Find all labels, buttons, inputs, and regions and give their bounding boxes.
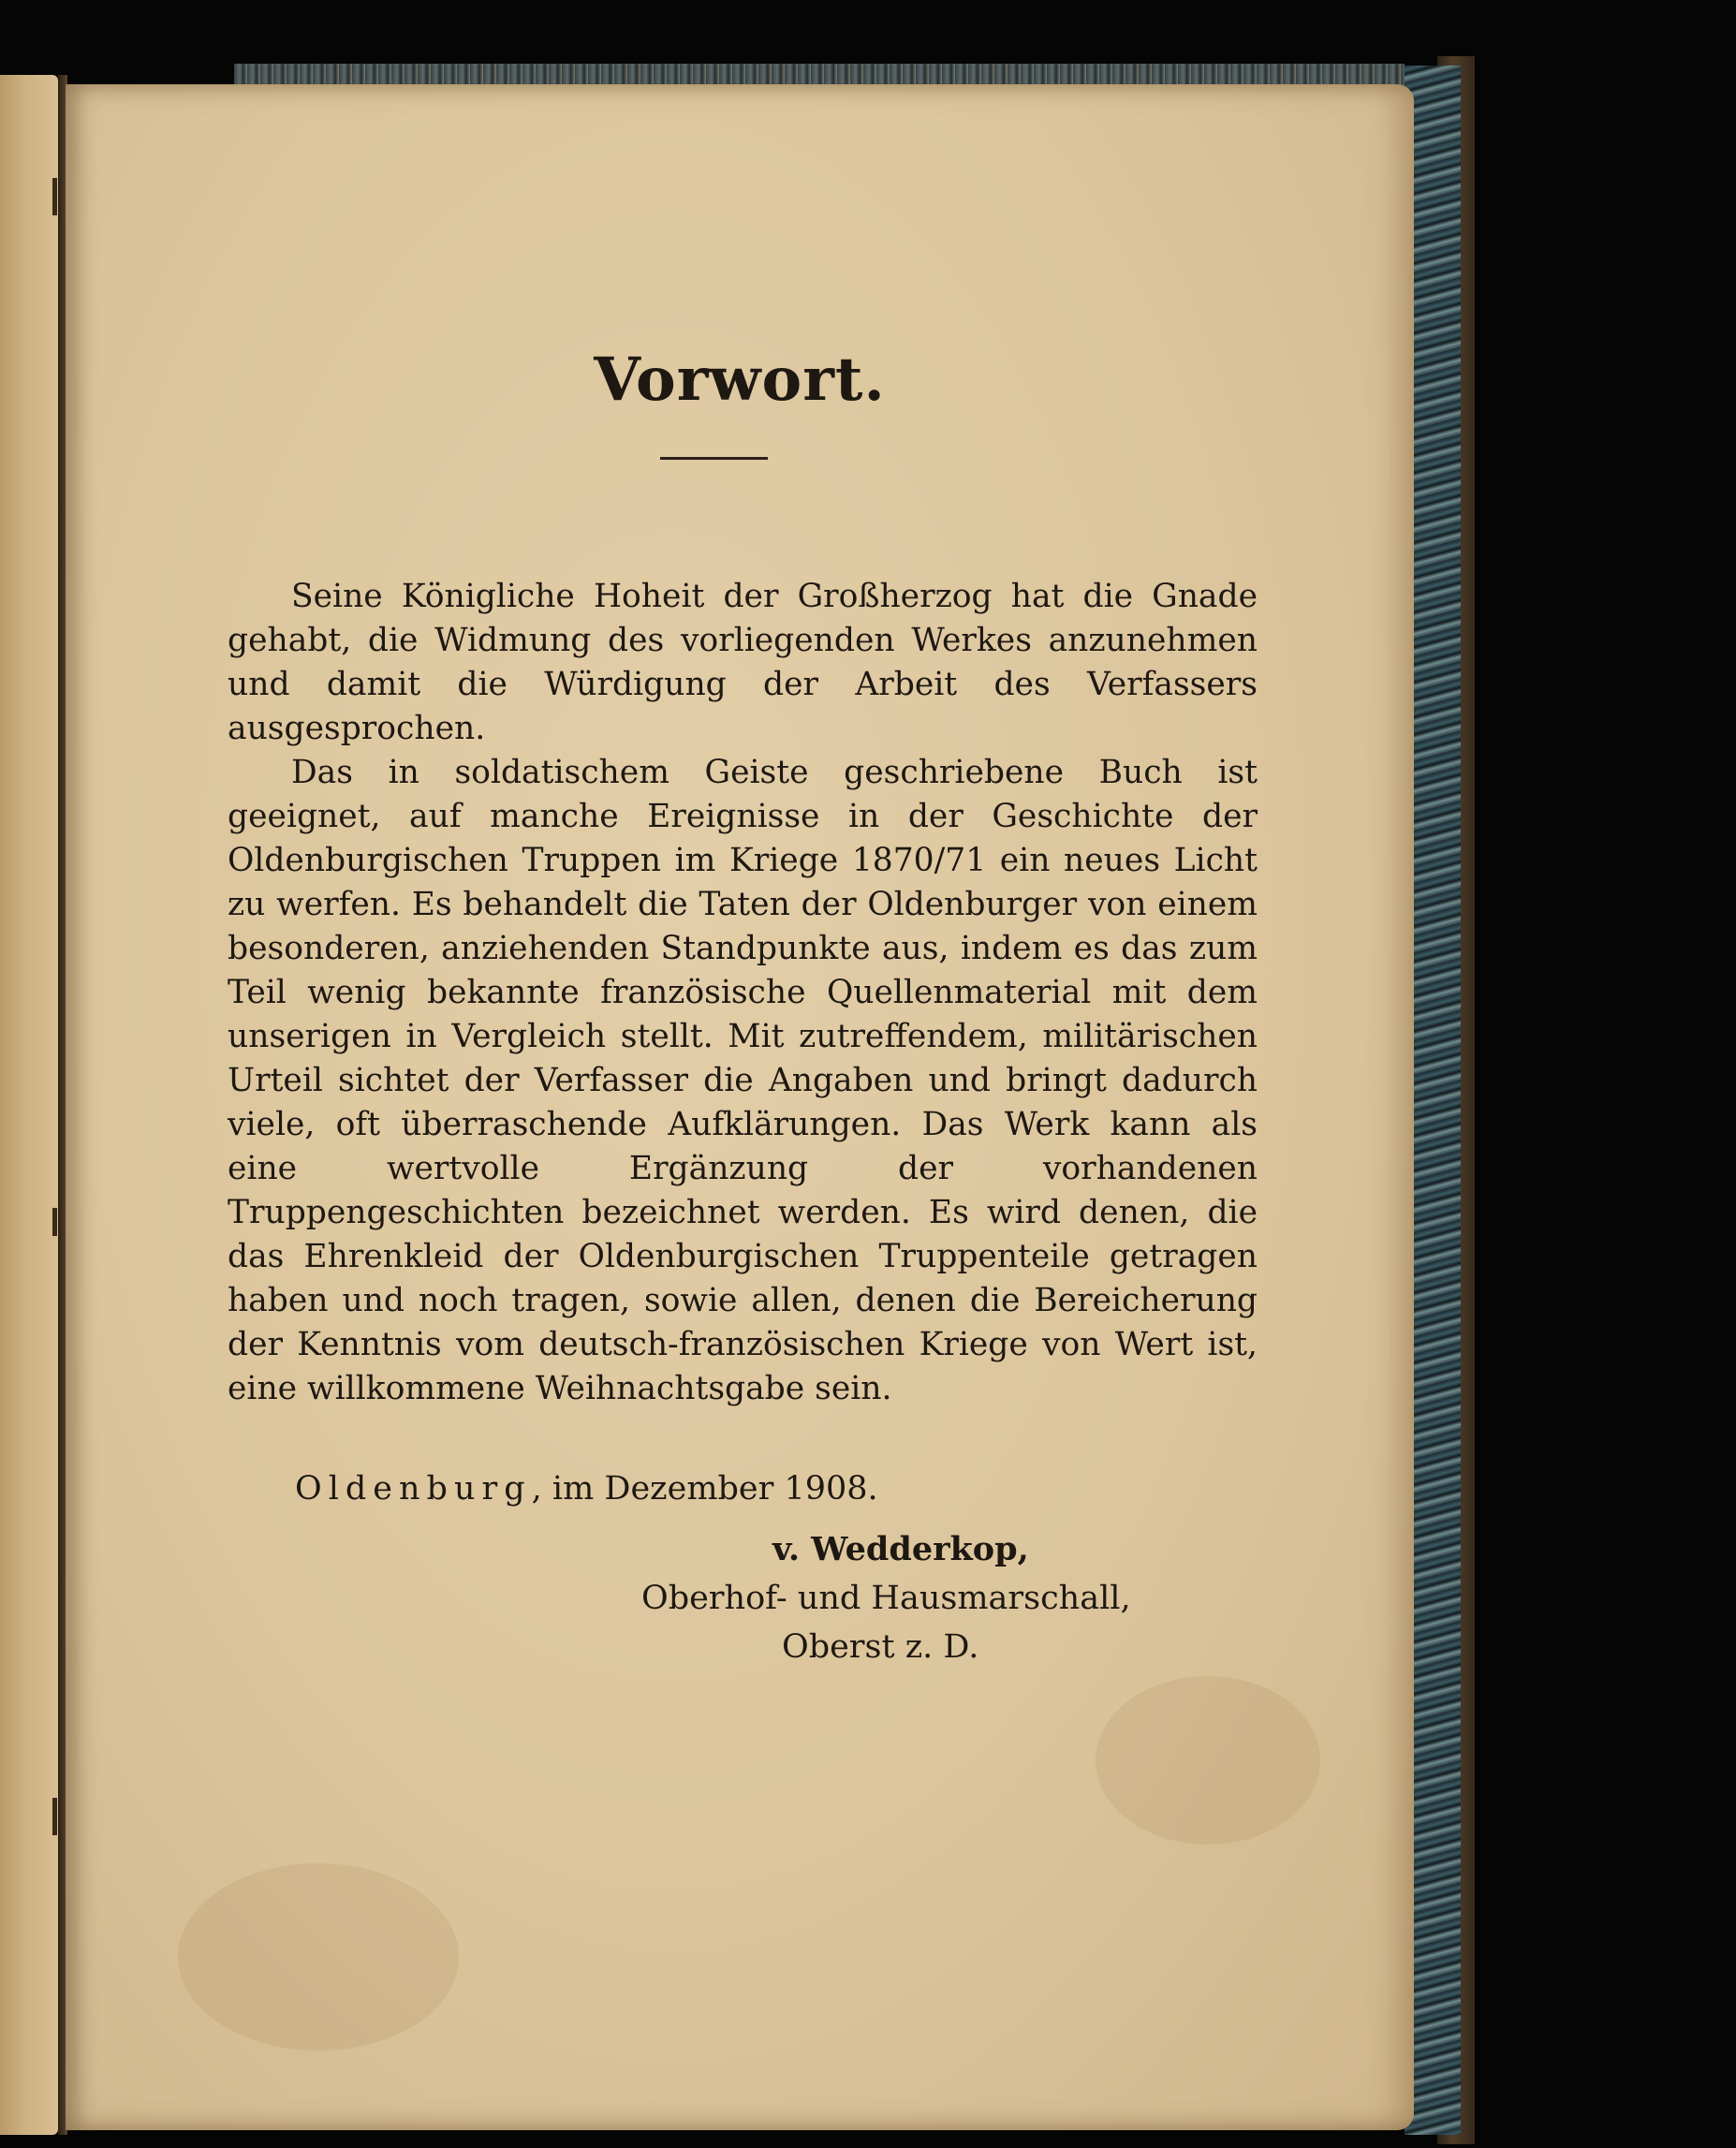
title-divider	[660, 457, 768, 460]
dateline-date: , im Dezember 1908.	[531, 1470, 878, 1508]
page-mark	[52, 178, 57, 215]
page-mark	[52, 1798, 57, 1835]
signature-title-line-2: Oberst z. D.	[782, 1628, 979, 1666]
page-mark	[52, 1208, 57, 1236]
paper-stain	[1096, 1676, 1320, 1845]
foreword-body	[228, 575, 1258, 1411]
signature-title-line-1: Oberhof- und Hausmarschall,	[641, 1580, 1131, 1617]
signature-name: v. Wedderkop,	[772, 1530, 1029, 1568]
paragraph: Das in soldatischem Geiste geschriebene Buch ist geeignet, auf manche Ereignisse in der Geschichte der Oldenburgischen Truppen im Kriege 1870/71 ein neues Licht zu werfen. Es behandelt die Taten der Oldenburger von einem besonderen, anziehenden Standpunkte aus, indem es das zum Teil wenig bekannte französische Quellenmaterial mit dem unserigen in Vergleich stellt. Mit zutreffendem, militärischen Urteil sichtet der Verfasser die Angaben und bringt dadurch viele, oft überraschende Aufklärungen. Das Werk kann als eine wertvolle Ergänzung der vorhandenen Truppengeschichten bezeichnet werden. Es wird denen, die das Ehrenkleid der Oldenburgischen Truppenteile getragen haben und noch tragen, sowie allen, denen die Bereicherung der Kenntnis vom deutsch-französischen Kriege von Wert ist, eine willkommene Weihnachtsgabe sein.	[228, 754, 1258, 1407]
paragraph: Seine Königliche Hoheit der Großherzog hat die Gnade gehabt, die Widmung des vorliegenden Werkes anzunehmen und damit die Würdigung der Arbeit des Verfassers ausgesprochen.	[228, 578, 1258, 747]
page-title: Vorwort.	[594, 345, 886, 415]
book-page	[66, 84, 1414, 2130]
dateline-place: Oldenburg	[295, 1470, 532, 1508]
previous-page-edge	[0, 75, 58, 2135]
dateline	[295, 1470, 878, 1508]
paper-stain	[178, 1863, 459, 2051]
